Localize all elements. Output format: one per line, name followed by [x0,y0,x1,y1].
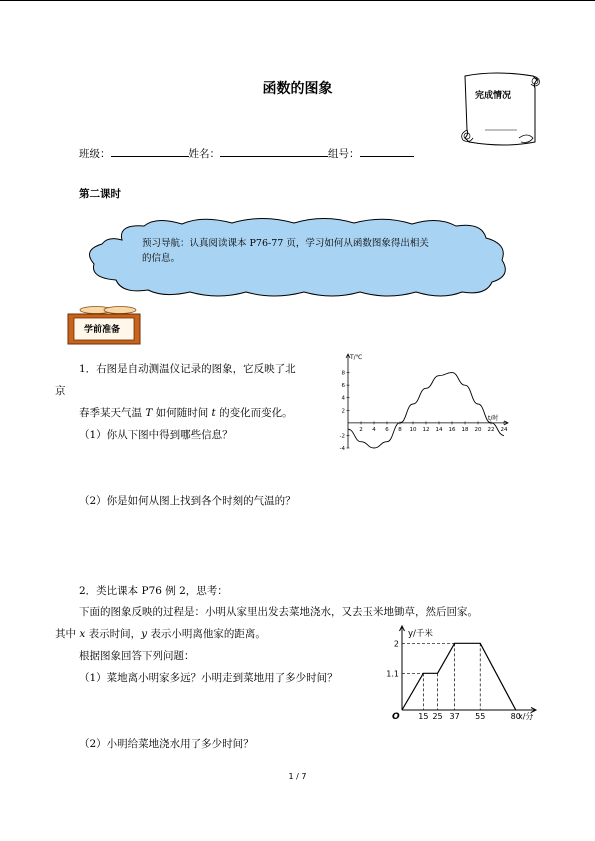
x-tick-label: 55 [475,712,486,721]
temperature-series-line [348,373,504,448]
group-blank[interactable] [360,145,414,157]
scroll-icon [455,68,545,154]
x-tick-label: 12 [422,426,430,433]
q2-sub1: （1）菜地离小明家多远？小明走到菜地用了多少时间？ [79,672,338,684]
q1-line1: 1．右图是自动测温仪记录的图象，它反映了北 [79,363,296,375]
q2-line3 [55,627,266,641]
y-axis-label: y/千米 [408,629,433,639]
x-tick-label: 37 [449,712,460,721]
x-axis-label: t/时 [488,414,499,422]
x-tick-label: 4 [372,426,376,433]
y-tick-label: 6 [341,383,345,390]
y-tick-label: 1.1 [386,669,399,679]
name-blank[interactable] [220,145,328,157]
q2-line1: 2．类比课本 P76 例 2，思考： [79,585,228,597]
y-tick-label: -4 [339,446,345,452]
q1-sub2: （2）你是如何从图上找到各个时刻的气温的？ [79,495,296,507]
top-rule [0,0,595,1]
class-blank[interactable] [111,145,189,157]
x-tick-label: 20 [474,426,482,433]
q1-line3-b: 如何随时间 [152,407,212,419]
group-label: 组号： [328,148,360,160]
x-tick-label: 16 [448,426,456,433]
completion-status-label: 完成情况 [475,91,512,101]
q2-line2: 下面的图象反映的过程是：小明从家里出发去菜地浇水，又去玉米地锄草，然后回家。 [79,606,478,618]
q2-sub2: （2）小明给菜地浇水用了多少时间？ [79,738,254,750]
page-title: 函数的图象 [262,81,333,97]
q2-var-x: x [79,628,86,640]
distance-time-chart [386,624,540,722]
q1-line3-a: 春季某天气温 [79,407,146,419]
y-tick-label: 2 [393,639,399,649]
x-tick-label: 22 [487,426,495,433]
q2-var-y: y [141,628,148,640]
x-tick-label: 14 [435,426,443,433]
q1-line3-c: 的变化而变化。 [215,407,293,419]
q2-line3-b: 表示时间， [85,628,142,640]
section-badge-label: 学前准备 [84,325,121,335]
y-tick-label: -2 [339,433,345,440]
y-tick-label: 4 [341,395,345,402]
q1-var-t: t [211,407,216,419]
x-tick-label: 24 [500,426,508,433]
y-axis-label: T/℃ [350,354,363,361]
class-label: 班级： [79,148,111,160]
x-tick-label: 80 [510,712,521,721]
q1-line2: 京 [55,385,66,397]
q1-var-T: T [145,407,153,419]
x-tick-label: 18 [461,426,469,433]
preview-guide-cloud [82,218,514,298]
x-axis-label: x/分 [518,712,534,721]
x-tick-label: 2 [359,426,363,433]
q1-line3 [79,406,293,420]
completion-status-box [455,68,545,154]
temperature-chart [338,350,518,454]
name-label: 姓名： [188,148,220,160]
y-tick-label: 8 [341,370,345,377]
x-tick-label: 15 [418,712,429,721]
distance-series-line [402,643,516,710]
lesson-heading: 第二课时 [79,188,121,200]
x-tick-label: 6 [385,426,389,433]
origin-label: O [392,712,400,722]
q1-sub1: （1）你从下图中得到哪些信息？ [79,429,233,441]
page-number: 1 / 7 [288,772,307,781]
student-info-line [79,145,414,161]
preview-guide-text: 预习导航：认真阅读课本 P76-77 页，学习如何从函数图象得出相关的信息。 [142,238,429,264]
y-tick-label: 2 [341,408,345,415]
x-tick-label: 10 [409,426,417,433]
x-tick-label: 25 [432,712,443,721]
q2-line3-c: 表示小明离他家的距离。 [147,628,266,640]
section-badge [62,304,144,346]
x-tick-label: 8 [398,426,402,433]
q2-line3-a: 其中 [55,628,80,640]
q2-line4: 根据图象回答下列问题： [79,650,195,662]
